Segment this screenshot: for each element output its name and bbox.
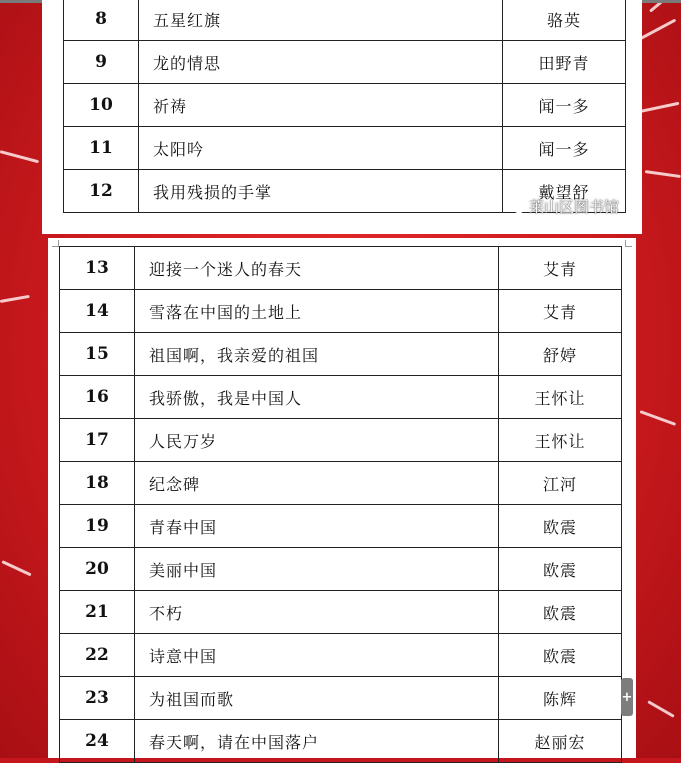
poem-title: 雪落在中国的土地上 bbox=[135, 290, 499, 333]
poem-title: 纪念碑 bbox=[135, 462, 499, 505]
poem-author: 欧震 bbox=[499, 634, 622, 677]
table-row bbox=[60, 634, 622, 677]
row-number: 24 bbox=[60, 720, 135, 763]
table-row bbox=[60, 505, 622, 548]
table-row bbox=[60, 591, 622, 634]
table-row bbox=[60, 247, 622, 290]
row-number: 8 bbox=[64, 0, 139, 41]
row-number: 17 bbox=[60, 419, 135, 462]
row-number: 23 bbox=[60, 677, 135, 720]
poem-author: 欧震 bbox=[499, 591, 622, 634]
library-watermark bbox=[507, 196, 619, 217]
row-number: 13 bbox=[60, 247, 135, 290]
poem-author: 王怀让 bbox=[499, 419, 622, 462]
poem-author: 艾青 bbox=[499, 247, 622, 290]
poem-table-top bbox=[63, 0, 626, 213]
poem-title: 我用残损的手掌 bbox=[139, 170, 503, 213]
table-row bbox=[60, 677, 622, 720]
table-row bbox=[64, 84, 626, 127]
poem-title: 为祖国而歌 bbox=[135, 677, 499, 720]
row-number: 9 bbox=[64, 41, 139, 84]
row-number: 12 bbox=[64, 170, 139, 213]
poem-author: 王怀让 bbox=[499, 376, 622, 419]
wechat-icon bbox=[507, 200, 525, 214]
watermark-text: 莱山区图书馆 bbox=[529, 198, 620, 216]
table-row bbox=[64, 127, 626, 170]
poem-title: 龙的情思 bbox=[139, 41, 503, 84]
table-row bbox=[60, 548, 622, 591]
row-number: 16 bbox=[60, 376, 135, 419]
poem-author: 欧震 bbox=[499, 548, 622, 591]
poem-author: 陈辉 bbox=[499, 677, 622, 720]
poem-author: 艾青 bbox=[499, 290, 622, 333]
poem-author: 欧震 bbox=[499, 505, 622, 548]
row-number: 19 bbox=[60, 505, 135, 548]
table-row bbox=[60, 376, 622, 419]
poem-table-bottom bbox=[59, 246, 622, 763]
poem-author: 骆英 bbox=[503, 0, 626, 41]
poem-title: 迎接一个迷人的春天 bbox=[135, 247, 499, 290]
poem-author: 闻一多 bbox=[503, 84, 626, 127]
poem-title: 我骄傲，我是中国人 bbox=[135, 376, 499, 419]
page-corner-mark bbox=[625, 240, 632, 247]
poem-title: 祖国啊，我亲爱的祖国 bbox=[135, 333, 499, 376]
poem-title: 人民万岁 bbox=[135, 419, 499, 462]
poem-author: 江河 bbox=[499, 462, 622, 505]
page-corner-mark bbox=[52, 240, 59, 247]
row-number: 22 bbox=[60, 634, 135, 677]
poem-author: 舒婷 bbox=[499, 333, 622, 376]
table-row bbox=[60, 419, 622, 462]
table-row bbox=[64, 0, 626, 41]
poem-author: 戴望舒 bbox=[503, 170, 626, 213]
scroll-handle[interactable]: + bbox=[621, 678, 633, 716]
row-number: 18 bbox=[60, 462, 135, 505]
poem-title: 不朽 bbox=[135, 591, 499, 634]
row-number: 15 bbox=[60, 333, 135, 376]
table-row bbox=[64, 41, 626, 84]
poem-title: 青春中国 bbox=[135, 505, 499, 548]
table-row bbox=[60, 720, 622, 763]
poem-author: 田野青 bbox=[503, 41, 626, 84]
poem-author: 赵丽宏 bbox=[499, 720, 622, 763]
poem-author: 闻一多 bbox=[503, 127, 626, 170]
table-row bbox=[60, 462, 622, 505]
row-number: 20 bbox=[60, 548, 135, 591]
poem-title: 五星红旗 bbox=[139, 0, 503, 41]
poem-title: 祈祷 bbox=[139, 84, 503, 127]
row-number: 10 bbox=[64, 84, 139, 127]
row-number: 11 bbox=[64, 127, 139, 170]
poem-title: 太阳吟 bbox=[139, 127, 503, 170]
table-row bbox=[60, 290, 622, 333]
row-number: 21 bbox=[60, 591, 135, 634]
poem-title: 春天啊，请在中国落户 bbox=[135, 720, 499, 763]
poem-title: 诗意中国 bbox=[135, 634, 499, 677]
row-number: 14 bbox=[60, 290, 135, 333]
table-row bbox=[60, 333, 622, 376]
poem-title: 美丽中国 bbox=[135, 548, 499, 591]
